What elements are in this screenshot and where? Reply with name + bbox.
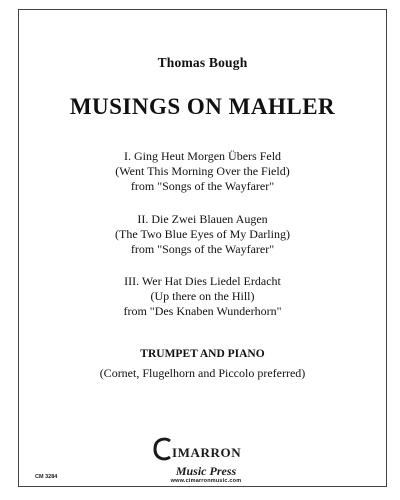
music-cover-page — [18, 9, 387, 487]
publisher-subtitle: Music Press — [175, 464, 237, 478]
movement-3 — [19, 274, 386, 319]
publisher-name: IMARRON — [172, 445, 242, 460]
movement-1-title: I. Ging Heut Morgen Übers Feld — [123, 149, 282, 163]
publisher-url: www.cimarronmusic.com — [170, 478, 242, 484]
composer-name: Thomas Bough — [157, 55, 248, 70]
movement-2-source: from "Songs of the Wayfarer" — [130, 242, 275, 256]
instrumentation: TRUMPET AND PIANO — [140, 348, 265, 360]
publisher-logo-wordmark — [151, 434, 261, 464]
movement-1 — [19, 149, 386, 194]
movement-1-source: from "Songs of the Wayfarer" — [130, 179, 275, 193]
work-title: MUSINGS ON MAHLER — [69, 94, 336, 119]
publisher-logo — [151, 434, 261, 490]
movement-2 — [19, 212, 386, 257]
movement-3-title: III. Wer Hat Dies Liedel Erdacht — [124, 274, 281, 288]
catalog-number: CM 3284 — [35, 474, 58, 480]
movement-2-translation: (The Two Blue Eyes of My Darling) — [115, 227, 290, 241]
movement-2-title: II. Die Zwei Blauen Augen — [137, 212, 268, 226]
movement-3-translation: (Up there on the Hill) — [150, 289, 255, 303]
movement-3-source: from "Des Knaben Wunderhorn" — [123, 304, 282, 318]
instrumentation-note: (Cornet, Flugelhorn and Piccolo preferred) — [99, 366, 306, 380]
movement-1-translation: (Went This Morning Over the Field) — [115, 164, 290, 178]
